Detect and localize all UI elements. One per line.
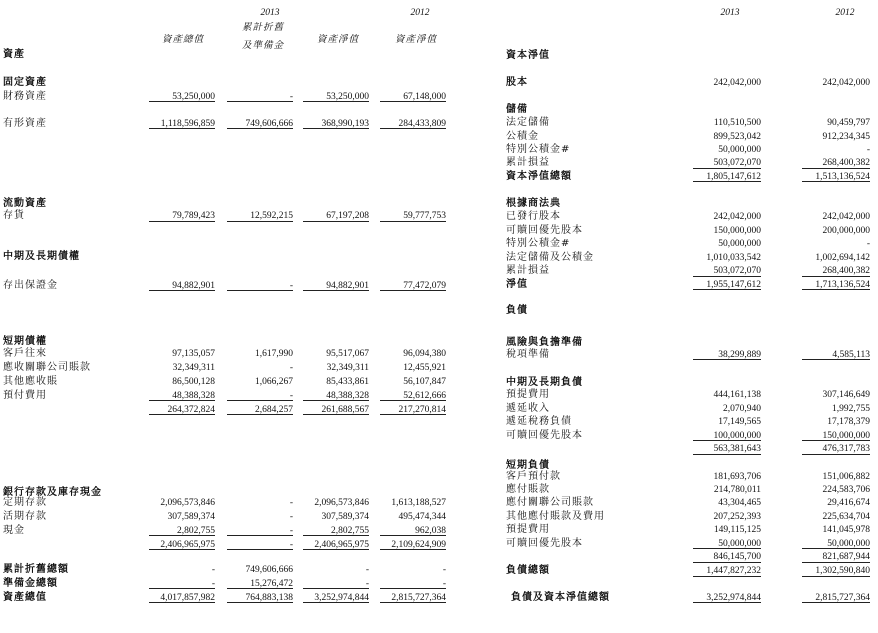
underline xyxy=(149,549,215,550)
capital-row-value: - xyxy=(866,145,870,155)
underline xyxy=(227,400,293,401)
underline xyxy=(227,588,293,589)
capital-row-value: 181,693,706 xyxy=(713,472,761,482)
underline xyxy=(802,576,870,577)
underline xyxy=(227,549,293,550)
capital-row-value: 29,416,674 xyxy=(827,498,870,508)
header-year-2012-left: 2012 xyxy=(410,8,430,18)
underline xyxy=(693,562,761,563)
underline xyxy=(303,101,369,102)
underline xyxy=(149,588,215,589)
underline xyxy=(693,454,761,455)
asset-row-label: 活期存款 xyxy=(3,511,47,522)
header-accum-line1: 累計折舊 xyxy=(241,22,284,33)
capital-row-value: 503,072,070 xyxy=(713,158,761,168)
asset-row-label: 流動資產 xyxy=(3,198,47,209)
asset-row-label: 有形資產 xyxy=(3,118,47,129)
asset-row-value: - xyxy=(289,498,293,508)
underline xyxy=(380,128,446,129)
underline xyxy=(149,290,215,291)
asset-row-value: 1,617,990 xyxy=(255,349,293,359)
underline xyxy=(380,101,446,102)
capital-row-value: 4,585,113 xyxy=(832,350,870,360)
capital-row-value: 242,042,000 xyxy=(713,78,761,88)
asset-row-value: 2,109,624,909 xyxy=(391,540,446,550)
underline xyxy=(802,181,870,182)
assets-title: 資產 xyxy=(3,49,25,60)
capital-row-label: 稅項準備 xyxy=(506,349,550,360)
asset-row-value: 52,612,666 xyxy=(403,391,446,401)
asset-row-value: 749,606,666 xyxy=(245,119,293,129)
asset-row-value: - xyxy=(442,565,446,575)
capital-row-value: 38,299,889 xyxy=(718,350,761,360)
underline xyxy=(693,181,761,182)
asset-row-value: - xyxy=(289,363,293,373)
asset-row-value: 67,148,000 xyxy=(403,92,446,102)
capital-row-value: 242,042,000 xyxy=(713,212,761,222)
capital-row-value: 50,000,000 xyxy=(718,239,761,249)
capital-row-value: 17,178,379 xyxy=(827,417,870,427)
asset-row-value: 86,500,128 xyxy=(172,377,215,387)
asset-row-label: 存出保證金 xyxy=(3,280,58,291)
capital-row-label: 可贖回優先股本 xyxy=(506,538,583,549)
underline xyxy=(380,290,446,291)
underline xyxy=(380,602,446,603)
underline xyxy=(693,276,761,277)
capital-row-value: 2,070,940 xyxy=(723,404,761,414)
capital-row-label: 應付賬款 xyxy=(506,484,550,495)
capital-row-value: 912,234,345 xyxy=(822,132,870,142)
capital-row-label: 已發行股本 xyxy=(506,211,561,222)
capital-row-label: 可贖回優先股本 xyxy=(506,430,583,441)
underline xyxy=(149,101,215,102)
capital-row-value: 141,045,978 xyxy=(822,525,870,535)
underline xyxy=(802,548,870,549)
capital-row-label: 短期負債 xyxy=(506,460,550,471)
underline xyxy=(303,549,369,550)
underline xyxy=(303,588,369,589)
asset-row-label: 定期存款 xyxy=(3,497,47,508)
underline xyxy=(802,168,870,169)
capital-row-value: 1,992,755 xyxy=(832,404,870,414)
asset-row-value: 94,882,901 xyxy=(172,281,215,291)
asset-row-label: 存貨 xyxy=(3,210,25,221)
underline xyxy=(227,290,293,291)
asset-row-value: 1,613,188,527 xyxy=(391,498,446,508)
asset-row-value: 495,474,344 xyxy=(398,512,446,522)
capital-row-value: 1,713,136,524 xyxy=(815,280,870,290)
underline xyxy=(227,221,293,222)
asset-row-value: - xyxy=(365,579,369,589)
capital-row-label: 淨值 xyxy=(506,279,528,290)
capital-row-value: 476,317,783 xyxy=(822,444,870,454)
underline xyxy=(149,535,215,536)
asset-row-value: 48,388,328 xyxy=(172,391,215,401)
asset-row-value: - xyxy=(289,526,293,536)
capital-row-value: 90,459,797 xyxy=(827,118,870,128)
header-year-2013-right: 2013 xyxy=(720,8,740,18)
capital-row-value: 50,000,000 xyxy=(718,539,761,549)
header-accum-line2: 及準備金 xyxy=(241,40,284,51)
capital-row-label: 可贖回優先股本 xyxy=(506,225,583,236)
asset-row-value: 95,517,067 xyxy=(326,349,369,359)
header-year-2013-left: 2013 xyxy=(260,8,280,18)
capital-row-label: 根據商法典 xyxy=(506,198,561,209)
asset-row-label: 準備金總額 xyxy=(3,578,58,589)
asset-row-value: 264,372,824 xyxy=(167,405,215,415)
capital-row-value: 17,149,565 xyxy=(718,417,761,427)
underline xyxy=(380,535,446,536)
capital-row-value: 100,000,000 xyxy=(713,431,761,441)
asset-row-value: - xyxy=(211,565,215,575)
asset-row-value: 3,252,974,844 xyxy=(314,593,369,603)
capital-row-label: 特別公積金# xyxy=(506,144,571,155)
asset-row-value: 749,606,666 xyxy=(245,565,293,575)
underline xyxy=(303,414,369,415)
asset-row-value: 32,349,311 xyxy=(172,363,215,373)
capital-row-label: 預提費用 xyxy=(506,389,550,400)
asset-row-value: 368,990,193 xyxy=(321,119,369,129)
capital-row-label: 儲備 xyxy=(506,104,528,115)
underline xyxy=(802,276,870,277)
capital-row-value: 1,513,136,524 xyxy=(815,172,870,182)
underline xyxy=(149,414,215,415)
asset-row-label: 其他應收賬 xyxy=(3,376,58,387)
asset-row-label: 預付費用 xyxy=(3,390,47,401)
capital-row-label: 預提費用 xyxy=(506,524,550,535)
capital-row-value: 242,042,000 xyxy=(822,212,870,222)
asset-row-label: 短期債權 xyxy=(3,336,47,347)
asset-row-label: 累計折舊總額 xyxy=(3,564,69,575)
underline xyxy=(227,535,293,536)
asset-row-value: 79,789,423 xyxy=(172,211,215,221)
asset-row-value: 53,250,000 xyxy=(172,92,215,102)
asset-row-value: - xyxy=(289,92,293,102)
underline xyxy=(303,290,369,291)
underline xyxy=(802,602,870,603)
asset-row-value: 2,684,257 xyxy=(255,405,293,415)
asset-row-value: - xyxy=(211,579,215,589)
capital-row-value: 1,010,033,542 xyxy=(706,253,761,263)
capital-row-value: 200,000,000 xyxy=(822,226,870,236)
capital-row-label: 應付關聯公司賬款 xyxy=(506,497,594,508)
capital-row-label: 負債及資本淨值總額 xyxy=(511,592,610,603)
underline xyxy=(802,454,870,455)
capital-row-value: 214,780,011 xyxy=(713,485,761,495)
capital-row-value: 150,000,000 xyxy=(713,226,761,236)
underline xyxy=(149,221,215,222)
capital-row-value: 821,687,944 xyxy=(822,552,870,562)
capital-row-value: 242,042,000 xyxy=(822,78,870,88)
asset-row-value: 307,589,374 xyxy=(321,512,369,522)
capital-row-value: 3,252,974,844 xyxy=(706,593,761,603)
capital-row-label: 公積金 xyxy=(506,131,539,142)
asset-row-value: 48,388,328 xyxy=(326,391,369,401)
capital-row-value: 150,000,000 xyxy=(822,431,870,441)
capital-row-label: 累計損益 xyxy=(506,265,550,276)
asset-row-value: - xyxy=(289,281,293,291)
underline xyxy=(227,602,293,603)
asset-row-value: 12,592,215 xyxy=(250,211,293,221)
asset-row-label: 資產總值 xyxy=(3,592,47,603)
underline xyxy=(380,221,446,222)
capital-row-value: 307,146,649 xyxy=(822,390,870,400)
capital-row-label: 特別公積金# xyxy=(506,238,571,249)
underline xyxy=(693,359,761,360)
capital-row-value: 1,805,147,612 xyxy=(706,172,761,182)
underline xyxy=(693,576,761,577)
underline xyxy=(802,562,870,563)
asset-row-value: 307,589,374 xyxy=(167,512,215,522)
asset-row-value: 15,276,472 xyxy=(250,579,293,589)
asset-row-value: 2,802,755 xyxy=(177,526,215,536)
asset-row-value: 4,017,857,982 xyxy=(160,593,215,603)
asset-row-value: - xyxy=(289,512,293,522)
asset-row-value: 217,270,814 xyxy=(398,405,446,415)
asset-row-label: 客戶往來 xyxy=(3,348,47,359)
capital-row-label: 其他應付賬款及費用 xyxy=(506,511,605,522)
capital-row-value: 110,510,500 xyxy=(713,118,761,128)
asset-row-label: 現金 xyxy=(3,525,25,536)
capital-row-value: 149,115,125 xyxy=(713,525,761,535)
underline xyxy=(149,602,215,603)
underline xyxy=(380,400,446,401)
asset-row-value: 1,066,267 xyxy=(255,377,293,387)
asset-row-value: 2,096,573,846 xyxy=(160,498,215,508)
asset-row-value: 53,250,000 xyxy=(326,92,369,102)
asset-row-value: 67,197,208 xyxy=(326,211,369,221)
capital-row-value: - xyxy=(866,239,870,249)
capital-row-value: 846,145,700 xyxy=(713,552,761,562)
capital-row-value: 503,072,070 xyxy=(713,266,761,276)
asset-row-label: 固定資產 xyxy=(3,77,47,88)
capital-row-value: 444,161,138 xyxy=(713,390,761,400)
underline xyxy=(802,359,870,360)
capital-row-label: 客戶預付款 xyxy=(506,471,561,482)
underline xyxy=(149,128,215,129)
underline xyxy=(227,101,293,102)
header-net-2012: 資產淨值 xyxy=(394,34,437,45)
underline xyxy=(802,440,870,441)
asset-row-value: 261,688,567 xyxy=(321,405,369,415)
underline xyxy=(303,602,369,603)
asset-row-value: 962,038 xyxy=(415,526,446,536)
underline xyxy=(380,414,446,415)
underline xyxy=(227,128,293,129)
underline xyxy=(303,221,369,222)
underline xyxy=(693,168,761,169)
capital-row-value: 268,400,382 xyxy=(822,158,870,168)
capital-row-value: 1,302,590,840 xyxy=(815,566,870,576)
capital-row-value: 43,304,465 xyxy=(718,498,761,508)
asset-row-value: 764,883,138 xyxy=(245,593,293,603)
asset-row-value: - xyxy=(289,540,293,550)
header-year-2012-right: 2012 xyxy=(835,8,855,18)
underline xyxy=(303,400,369,401)
capital-row-label: 遞延稅務負債 xyxy=(506,416,572,427)
capital-row-label: 累計損益 xyxy=(506,157,550,168)
asset-row-value: 59,777,753 xyxy=(403,211,446,221)
underline xyxy=(380,549,446,550)
capital-row-label: 遞延收入 xyxy=(506,403,550,414)
capital-row-value: 225,634,704 xyxy=(822,512,870,522)
capital-row-value: 1,955,147,612 xyxy=(706,280,761,290)
asset-row-label: 中期及長期債權 xyxy=(3,251,80,262)
asset-row-value: - xyxy=(289,391,293,401)
asset-row-value: 2,802,755 xyxy=(331,526,369,536)
capital-row-value: 207,252,393 xyxy=(713,512,761,522)
underline xyxy=(303,128,369,129)
capital-row-value: 224,583,706 xyxy=(822,485,870,495)
capital-row-value: 2,815,727,364 xyxy=(815,593,870,603)
asset-row-value: 2,096,573,846 xyxy=(314,498,369,508)
capital-row-label: 負債 xyxy=(506,305,528,316)
asset-row-value: 77,472,079 xyxy=(403,281,446,291)
underline xyxy=(802,289,870,290)
capital-row-label: 資本淨值總額 xyxy=(506,171,572,182)
capital-row-value: 50,000,000 xyxy=(718,145,761,155)
capital-row-value: 151,006,882 xyxy=(822,472,870,482)
header-net-2013: 資產淨值 xyxy=(316,34,359,45)
asset-row-value: 1,118,596,859 xyxy=(160,119,215,129)
header-gross: 資產總值 xyxy=(161,34,204,45)
underline xyxy=(303,535,369,536)
capital-row-value: 50,000,000 xyxy=(827,539,870,549)
underline xyxy=(693,602,761,603)
asset-row-label: 應收關聯公司賬款 xyxy=(3,362,91,373)
capital-row-value: 268,400,382 xyxy=(822,266,870,276)
capital-row-label: 負債總額 xyxy=(506,565,550,576)
asset-row-value: 284,433,809 xyxy=(398,119,446,129)
capital-row-value: 1,447,827,232 xyxy=(706,566,761,576)
asset-row-value: - xyxy=(442,579,446,589)
capital-row-label: 中期及長期負債 xyxy=(506,377,583,388)
asset-row-value: 85,433,861 xyxy=(326,377,369,387)
capital-row-label: 法定儲備 xyxy=(506,117,550,128)
asset-row-value: 94,882,901 xyxy=(326,281,369,291)
underline xyxy=(693,548,761,549)
capital-title: 資本淨值 xyxy=(506,50,550,61)
underline xyxy=(693,289,761,290)
capital-row-value: 1,002,694,142 xyxy=(815,253,870,263)
capital-row-value: 899,523,042 xyxy=(713,132,761,142)
underline xyxy=(227,414,293,415)
underline xyxy=(693,440,761,441)
capital-row-label: 法定儲備及公積金 xyxy=(506,252,594,263)
asset-row-value: 2,406,965,975 xyxy=(314,540,369,550)
capital-row-value: 563,381,643 xyxy=(713,444,761,454)
asset-row-label: 銀行存款及庫存現金 xyxy=(3,487,102,498)
capital-row-label: 股本 xyxy=(506,77,528,88)
asset-row-value: 56,107,847 xyxy=(403,377,446,387)
asset-row-label: 財務資產 xyxy=(3,91,47,102)
asset-row-value: 32,349,311 xyxy=(326,363,369,373)
asset-row-value: 2,406,965,975 xyxy=(160,540,215,550)
asset-row-value: - xyxy=(365,565,369,575)
capital-row-label: 風險與負擔準備 xyxy=(506,337,583,348)
asset-row-value: 96,094,380 xyxy=(403,349,446,359)
underline xyxy=(380,588,446,589)
asset-row-value: 12,455,921 xyxy=(403,363,446,373)
asset-row-value: 2,815,727,364 xyxy=(391,593,446,603)
asset-row-value: 97,135,057 xyxy=(172,349,215,359)
underline xyxy=(149,400,215,401)
